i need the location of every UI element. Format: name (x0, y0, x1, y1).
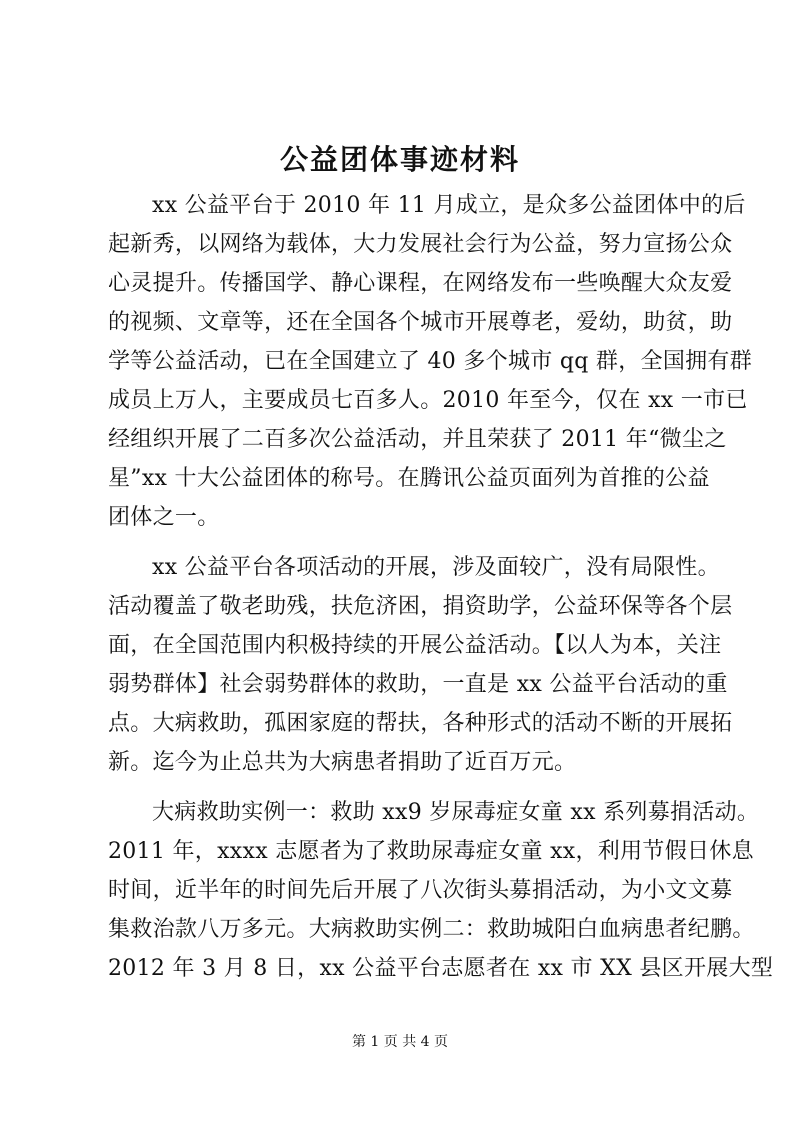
text-line: 星”xx 十大公益团体的称号。在腾讯公益页面列为首推的公益 (108, 466, 710, 491)
text-line: 2011 年，xxxx 志愿者为了救助尿毒症女童 xx，利用节假日休息 (108, 839, 754, 864)
text-line: xx 公益平台于 2010 年 11 月成立，是众多公益团体中的后 (152, 193, 746, 218)
text-line: xx 公益平台各项活动的开展，涉及面较广，没有局限性。 (152, 555, 720, 580)
text-line: 的视频、文章等，还在全国各个城市开展尊老，爱幼，助贫，助 (108, 310, 733, 335)
text-line: 经组织开展了二百多次公益活动，并且荣获了 2011 年“微尘之 (108, 427, 727, 452)
text-line: 2012 年 3 月 8 日，xx 公益平台志愿者在 xx 市 XX 县区开展大型 (108, 956, 774, 981)
text-line: 成员上万人，主要成员七百多人。2010 年至今，仅在 xx 一市已 (108, 388, 748, 413)
paragraph-spacer (108, 537, 714, 548)
text-line: 活动覆盖了敬老助残，扶危济困，捐资助学，公益环保等各个层 (108, 594, 733, 619)
text-line: 团体之一。 (108, 505, 220, 530)
text-line: 时间，近半年的时间先后开展了八次街头募捐活动，为小文文募 (108, 878, 733, 903)
text-line: 集救治款八万多元。大病救助实例二：救助城阳白血病患者纪鹏。 (108, 917, 755, 942)
paragraph-3 (108, 793, 774, 988)
text-line: 大病救助实例一：救助 xx9 岁尿毒症女童 xx 系列募捐活动。 (152, 800, 760, 825)
text-line: 心灵提升。传播国学、静心课程，在网络发布一些唤醒大众友爱 (108, 271, 733, 296)
page-number-footer: 第 1 页 共 4 页 (351, 1034, 449, 1050)
paragraph-1 (108, 186, 753, 537)
text-line: 学等公益活动，已在全国建立了 40 多个城市 qq 群，全国拥有群 (108, 349, 753, 374)
paragraph-spacer (108, 782, 714, 793)
text-line: 点。大病救助，孤困家庭的帮扶，各种形式的活动不断的开展拓 (108, 711, 733, 736)
text-line: 弱势群体】社会弱势群体的救助，一直是 xx 公益平台活动的重 (108, 672, 728, 697)
text-line: 新。迄今为止总共为大病患者捐助了近百万元。 (108, 750, 577, 775)
text-line: 起新秀，以网络为载体，大力发展社会行为公益，努力宣扬公众 (108, 232, 733, 257)
text-line: 面，在全国范围内积极持续的开展公益活动。【以人为本，关注 (108, 633, 722, 658)
paragraph-2 (108, 548, 733, 782)
document-title: 公益团体事迹材料 (279, 143, 520, 176)
document-body (108, 186, 774, 988)
